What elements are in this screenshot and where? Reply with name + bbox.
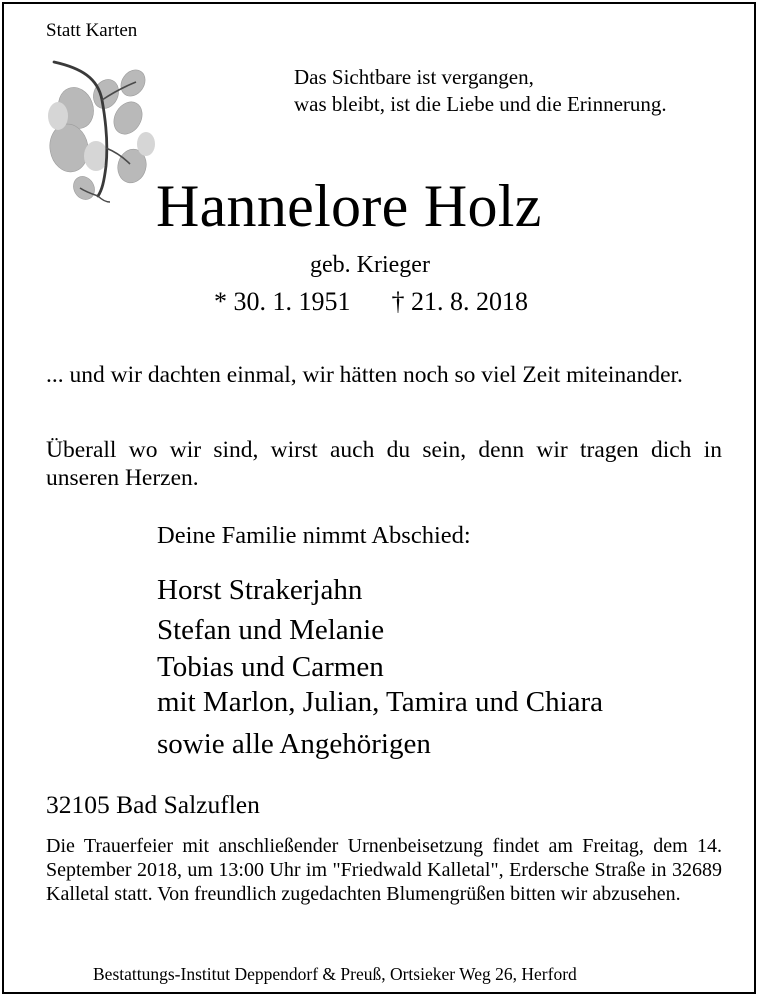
family-member: mit Marlon, Julian, Tamira und Chiara — [157, 686, 604, 718]
city-line: 32105 Bad Salzuflen — [46, 790, 260, 819]
paragraph-hearts: Überall wo wir sind, wirst auch du sein, denn wir tragen dich in unseren Herzen. — [46, 437, 722, 491]
birth-name: geb. Krieger — [310, 252, 430, 278]
paragraph-time: ... und wir dachten einmal, wir hätten noch so viel Zeit miteinander. — [46, 362, 683, 388]
family-list — [157, 570, 603, 768]
death-date: † 21. 8. 2018 — [391, 287, 528, 316]
family-member: Stefan und Melanie — [157, 614, 385, 646]
deceased-name: Hannelore Holz — [156, 173, 542, 239]
ceremony-details: Die Trauerfeier mit anschließender Urnenbeisetzung findet am Freitag, dem 14. September 2018, um 13:00 Uhr im "Friedwald Kalletal", Erdersche Straße in 32689 Kalletal statt. Von freundlich zugedachten Blumengrüßen bitten wir abzusehen. — [46, 835, 722, 905]
quote-line: was bleibt, ist die Liebe und die Erinnerung. — [294, 92, 667, 116]
birth-date: * 30. 1. 1951 — [214, 287, 351, 316]
family-member: Tobias und Carmen — [157, 651, 384, 683]
family-member: sowie alle Angehörigen — [157, 728, 431, 760]
farewell-line: Deine Familie nimmt Abschied: — [157, 522, 471, 549]
memorial-quote — [294, 64, 667, 118]
header-note: Statt Karten — [46, 20, 138, 41]
life-dates — [214, 287, 528, 317]
funeral-home-footer: Bestattungs-Institut Deppendorf & Preuß, Ortsieker Weg 26, Herford — [93, 964, 577, 984]
obituary-notice — [2, 2, 756, 994]
leaf-branch-icon — [36, 56, 164, 206]
quote-line: Das Sichtbare ist vergangen, — [294, 65, 534, 89]
family-member: Horst Strakerjahn — [157, 574, 363, 606]
